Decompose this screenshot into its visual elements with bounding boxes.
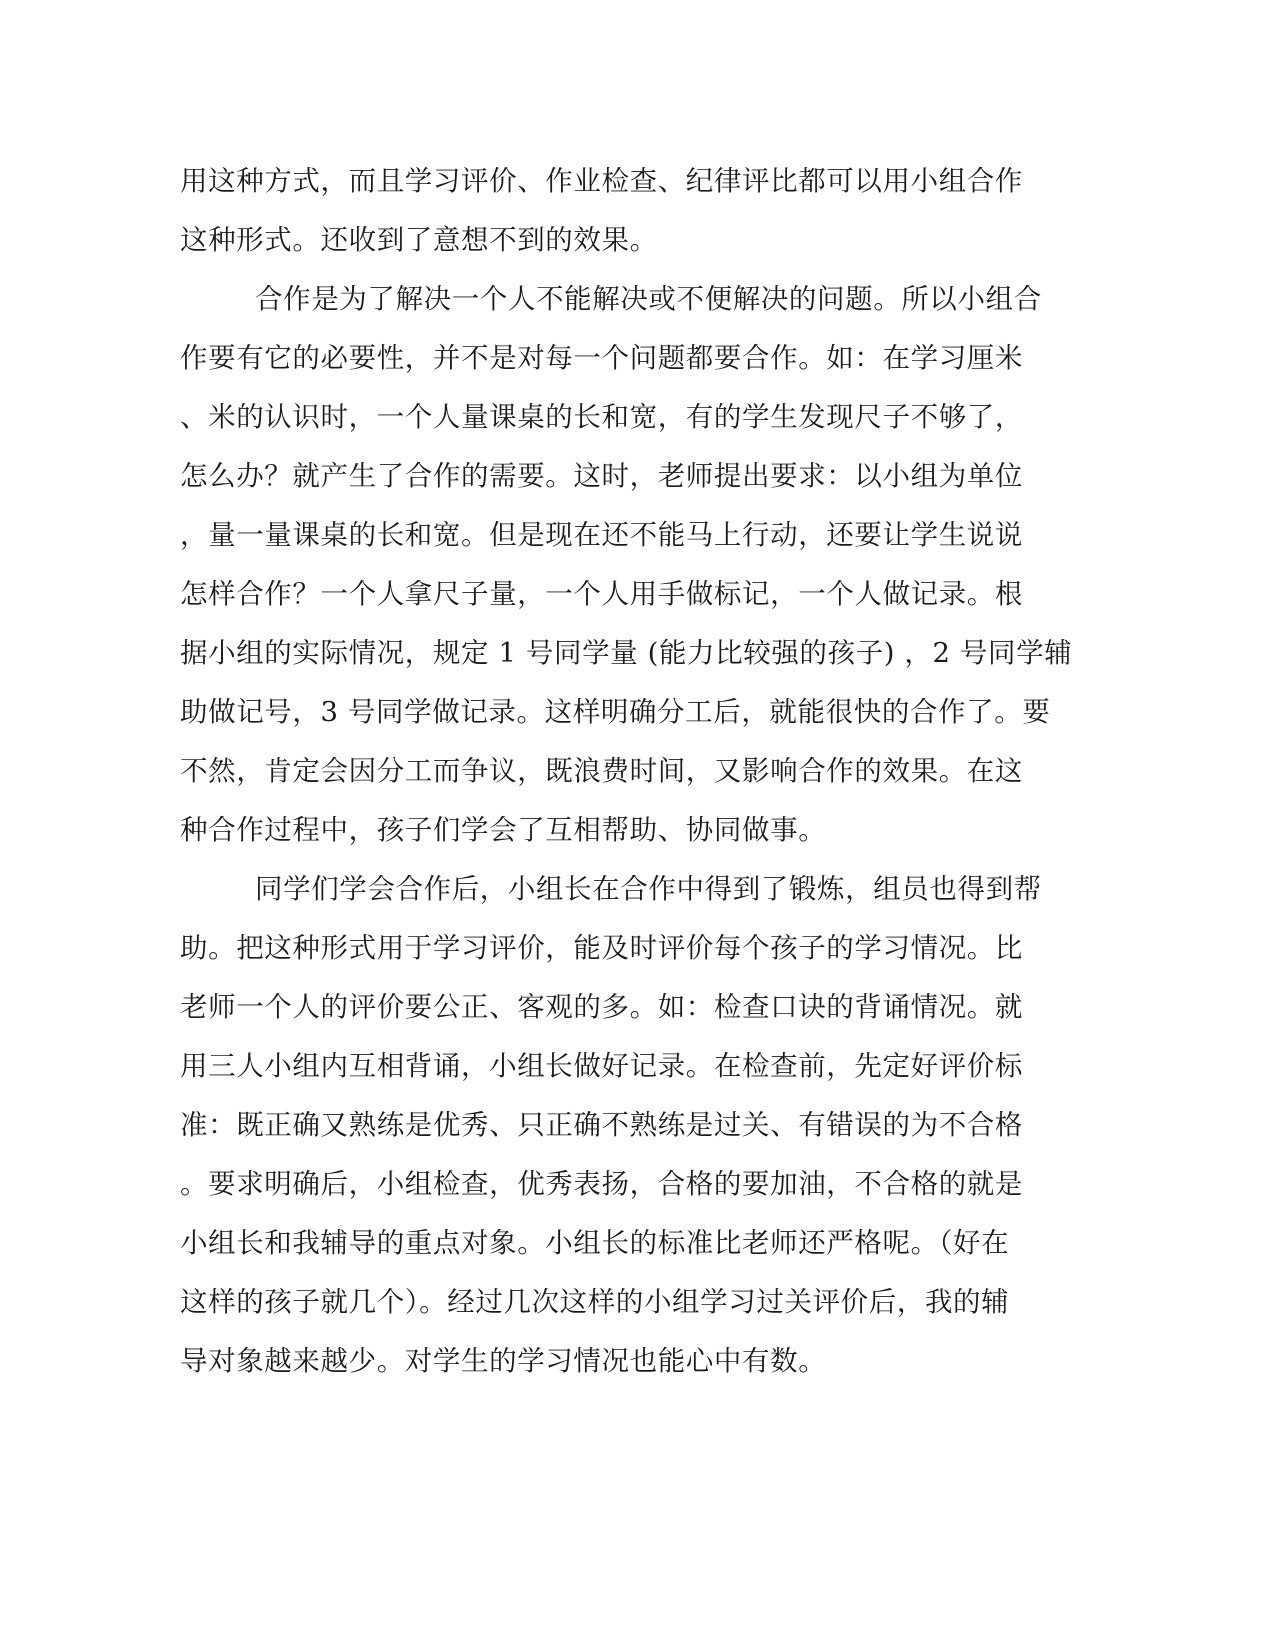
paragraph-2-line-4: 怎么办？就产生了合作的需要。这时，老师提出要求：以小组为单位 <box>180 460 1023 492</box>
paragraph-3-line-8: 这样的孩子就几个）。经过几次这样的小组学习过关评价后，我的辅 <box>180 1286 1010 1318</box>
paragraph-1-line-1: 用这种方式，而且学习评价、作业检查、纪律评比都可以用小组合作 <box>180 165 1023 197</box>
paragraph-3-line-3: 老师一个人的评价要公正、客观的多。如：检查口诀的背诵情况。就 <box>180 991 1023 1023</box>
paragraph-2-line-7: 据小组的实际情况，规定 1 号同学量 (能力比较强的孩子) ，2 号同学辅 <box>180 637 1073 669</box>
paragraph-2-line-9: 不然，肯定会因分工而争议，既浪费时间，又影响合作的效果。在这 <box>180 755 1023 787</box>
paragraph-3-line-7: 小组长和我辅导的重点对象。小组长的标准比老师还严格呢。（好在 <box>180 1227 1010 1259</box>
paragraph-3-line-4: 用三人小组内互相背诵，小组长做好记录。在检查前，先定好评价标 <box>180 1050 1023 1082</box>
paragraph-3-line-9: 导对象越来越少。对学生的学习情况也能心中有数。 <box>180 1345 827 1377</box>
paragraph-3-line-5: 准：既正确又熟练是优秀、只正确不熟练是过关、有错误的为不合格 <box>180 1109 1023 1141</box>
paragraph-2-line-10: 种合作过程中，孩子们学会了互相帮助、协同做事。 <box>180 814 827 846</box>
paragraph-3-line-1: 同学们学会合作后，小组长在合作中得到了锻炼，组员也得到帮 <box>255 873 1042 905</box>
paragraph-2-line-2: 作要有它的必要性，并不是对每一个问题都要合作。如：在学习厘米 <box>180 342 1023 374</box>
paragraph-2-line-8: 助做记号，3 号同学做记录。这样明确分工后，就能很快的合作了。要 <box>180 696 1051 728</box>
paragraph-2-line-6: 怎样合作？一个人拿尺子量，一个人用手做标记，一个人做记录。根 <box>180 578 1023 610</box>
document-body <box>180 152 1073 1391</box>
paragraph-2-line-3: 、米的认识时，一个人量课桌的长和宽，有的学生发现尺子不够了， <box>180 401 1023 433</box>
paragraph-3-line-2: 助。把这种形式用于学习评价，能及时评价每个孩子的学习情况。比 <box>180 932 1023 964</box>
paragraph-1-line-2: 这种形式。还收到了意想不到的效果。 <box>180 224 658 256</box>
paragraph-2-line-5: ，量一量课桌的长和宽。但是现在还不能马上行动，还要让学生说说 <box>180 519 1023 551</box>
paragraph-2-line-1: 合作是为了解决一个人不能解决或不便解决的问题。所以小组合 <box>255 283 1042 315</box>
paragraph-3-line-6: 。要求明确后，小组检查，优秀表扬，合格的要加油，不合格的就是 <box>180 1168 1023 1200</box>
